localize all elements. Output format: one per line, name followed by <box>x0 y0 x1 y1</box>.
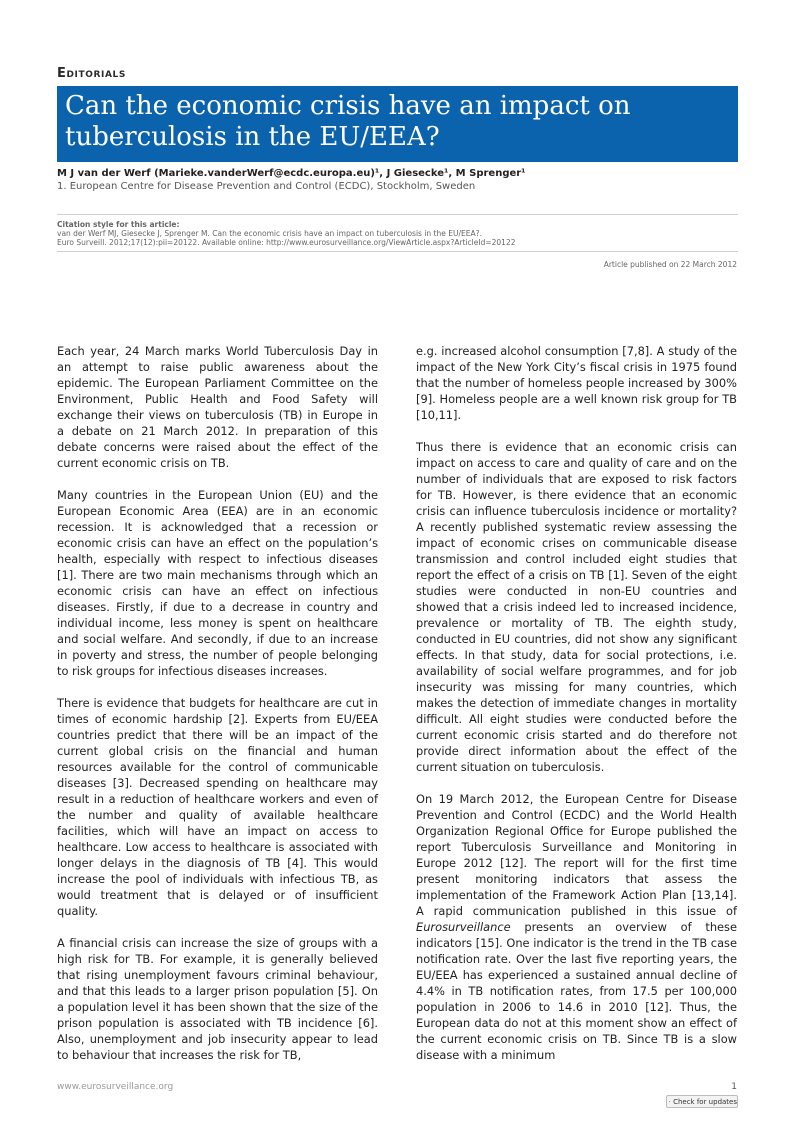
affiliation: 1. European Centre for Disease Prevention and Control (ECDC), Stockholm, Sweden <box>57 181 476 192</box>
check-for-updates-button[interactable] <box>666 1095 738 1108</box>
article-title: Can the economic crisis have an impact on tuberculosis in the EU/EEA? <box>65 91 631 152</box>
footer-url[interactable]: www.eurosurveillance.org <box>57 1082 174 1092</box>
citation-heading: Citation style for this article: <box>57 220 180 229</box>
text-run: On 19 March 2012, the European Centre for Disease Prevention and Control (ECDC) and the World Health Organization Regional Office for Europe published the report Tuberculosis Surveillance and Monitoring in Europe 2012 [12]. The report will for the first time present monitoring indicators that assess the implementation of the Framework Action Plan [13,14]. A rapid communication published in this issue of <box>416 792 737 918</box>
title-banner <box>57 86 738 162</box>
body-column-right <box>416 343 737 1079</box>
publication-date: Article published on 22 March 2012 <box>603 260 737 269</box>
paragraph: There is evidence that budgets for healthcare are cut in times of economic hardship [2]. Experts from EU/EEA countries predict that there will be an impact of the current global crisis on the financial and human resources available for the control of communicable diseases [3]. Decreased spending on healthcare may result in a reduction of healthcare workers and even of the number and quality of available healthcare facilities, which will have an impact on access to healthcare. Low access to healthcare is associated with longer delays in the diagnosis of TB [4]. This would increase the pool of individuals with infectious TB, as would treatment that is delayed or of insufficient quality. <box>57 696 378 918</box>
text-run: presents an overview of these indicators [15]. One indicator is the trend in the TB case notification rate. Over the last five reporting years, the EU/EEA has experienced a sustained annual decline of 4.4% in TB notification rates, from 17.5 per 100,000 population in 2006 to 14.6 in 2010 [12]. Thus, the European data do not at this moment show an effect of the current economic crisis on TB. Since TB is a slow disease with a minimum <box>416 920 737 1062</box>
check-for-updates-label: Check for updates <box>673 1097 737 1106</box>
paragraph: Many countries in the European Union (EU) and the European Economic Area (EEA) are in an economic recession. It is acknowledged that a recession or economic crisis can have an effect on the population’s health, especially with respect to infectious diseases [1]. There are two main mechanisms through which an economic crisis can have an effect on infectious diseases. Firstly, if due to a decrease in country and individual income, less money is spent on healthcare and social welfare. And secondly, if due to an increase in poverty and stress, the number of people belonging to risk groups for infectious diseases increases. <box>57 488 378 678</box>
paragraph <box>416 791 737 1063</box>
paragraph: e.g. increased alcohol consumption [7,8]. A study of the impact of the New York City’s fiscal crisis in 1975 found that the number of homeless people increased by 300% [9]. Homeless people are a well known risk group for TB [10,11]. <box>416 344 737 422</box>
divider-bottom <box>57 251 738 252</box>
citation-line-1: van der Werf MJ, Giesecke J, Sprenger M. Can the economic crisis have an impact on tuberculosis in the EU/EEA?. <box>57 229 482 238</box>
page-number: 1 <box>731 1082 737 1092</box>
body-column-left <box>57 343 378 1079</box>
section-label: Editorials <box>57 66 126 81</box>
paragraph: Each year, 24 March marks World Tuberculosis Day in an attempt to raise public awareness about the epidemic. The European Parliament Committee on the Environment, Public Health and Food Safety will exchange their views on tuberculosis (TB) in Europe in a debate on 21 March 2012. In preparation of this debate concerns were raised about the effect of the current economic crisis on TB. <box>57 344 378 470</box>
divider-top <box>57 214 738 215</box>
author-list: M J van der Werf (Marieke.vanderWerf@ecdc.europa.eu)¹, J Giesecke¹, M Sprenger¹ <box>57 168 526 179</box>
citation-line-2: Euro Surveill. 2012;17(12):pii=20122. Available online: http://www.eurosurveillance.org/ViewArticle.aspx?ArticleId=20122 <box>57 238 516 247</box>
paragraph: Thus there is evidence that an economic crisis can impact on access to care and quality of care and on the number of individuals that are exposed to risk factors for TB. However, is there evidence that an economic crisis can influence tuberculosis incidence or mortality? A recently published systematic review assessing the impact of economic crises on communicable disease transmission and control included eight studies that report the effect of a crisis on TB [1]. Seven of the eight studies were conducted in non-EU countries and showed that a crisis indeed led to increased incidence, prevalence or mortality of TB. The eighth study, conducted in EU countries, did not show any significant effects. In that study, data for social protections, i.e. availability of social welfare programmes, and for job insecurity was missing for many countries, which makes the detection of immediate changes in mortality difficult. All eight studies were conducted before the current economic crisis started and do therefore not provide direct information about the effect of the current situation on tuberculosis. <box>416 440 737 774</box>
journal-name: Eurosurveillance <box>416 920 511 934</box>
paragraph: A financial crisis can increase the size of groups with a high risk for TB. For example, it is generally believed that rising unemployment favours criminal behaviour, and that this leads to a larger prison population [5]. On a population level it has been shown that the size of the prison population is associated with TB incidence [6]. Also, unemployment and job insecurity appear to lead to behaviour that increases the risk for TB, <box>57 936 378 1062</box>
refresh-icon <box>669 1097 670 1106</box>
